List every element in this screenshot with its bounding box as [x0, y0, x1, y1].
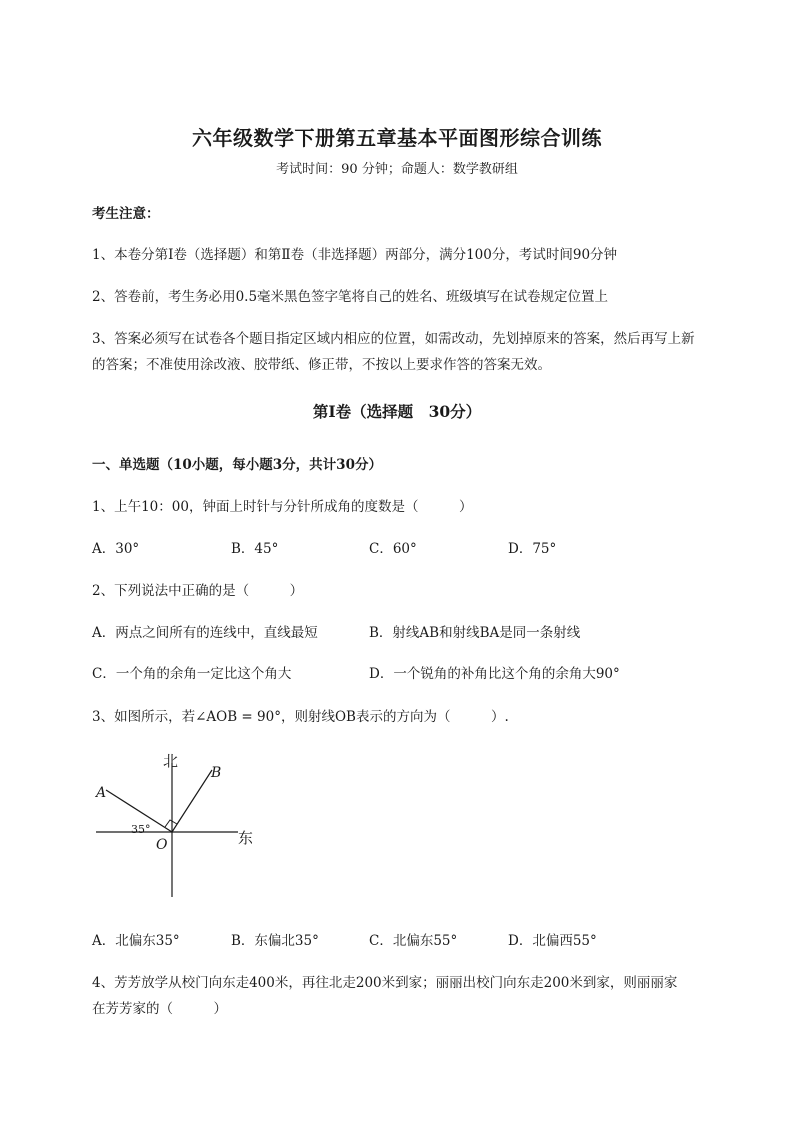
question-3-option-b: B．东偏北35°: [231, 933, 319, 949]
notice-item: 2、答卷前，考生务必用0.5毫米黑色签字笔将自己的姓名、班级填写在试卷规定位置上: [92, 289, 609, 305]
question-1-option-c: C．60°: [369, 541, 417, 557]
point-o-label: O: [156, 837, 168, 853]
north-label: 北: [163, 752, 179, 770]
question-2-option-a: A．两点之间所有的连线中，直线最短: [92, 625, 318, 641]
section-title: 第Ⅰ卷（选择题 30分）: [312, 402, 482, 421]
question-3-option-a: A．北偏东35°: [92, 933, 180, 949]
page-title: 六年级数学下册第五章基本平面图形综合训练: [192, 126, 602, 150]
question-2-option-b: B．射线AB和射线BA是同一条射线: [369, 625, 581, 641]
page-subtitle: 考试时间：90 分钟；命题人：数学教研组: [276, 162, 518, 177]
notice-item: 的答案；不准使用涂改液、胶带纸、修正带，不按以上要求作答的答案无效。: [92, 357, 551, 373]
question-1-option-d: D．75°: [508, 541, 557, 557]
east-label: 东: [238, 829, 254, 847]
point-b-label: B: [211, 765, 222, 781]
notice-item: 3、答案必须写在试卷各个题目指定区域内相应的位置，如需改动，先划掉原来的答案，然后再写上新: [92, 331, 695, 347]
question-4-stem: 在芳芳家的（ ）: [92, 1001, 227, 1017]
angle-label: 35°: [131, 823, 151, 836]
question-3-stem: 3、如图所示，若∠AOB = 90°，则射线OB表示的方向为（ ）.: [92, 709, 509, 725]
part-heading: 一、单选题（10小题，每小题3分，共计30分）: [92, 457, 382, 473]
question-1-option-a: A．30°: [92, 541, 140, 557]
question-3-option-c: C．北偏东55°: [369, 933, 458, 949]
question-2-stem: 2、下列说法中正确的是（ ）: [92, 583, 304, 599]
question-1-option-b: B．45°: [231, 541, 279, 557]
question-2-option-c: C．一个角的余角一定比这个角大: [92, 666, 292, 682]
question-1-stem: 1、上午10：00，钟面上时针与分针所成角的度数是（ ）: [92, 499, 473, 515]
direction-diagram: [88, 745, 268, 905]
notice-item: 1、本卷分第Ⅰ卷（选择题）和第Ⅱ卷（非选择题）两部分，满分100分，考试时间90分钟: [92, 247, 618, 263]
notice-heading: 考生注意：: [92, 206, 160, 222]
question-2-option-d: D．一个锐角的补角比这个角的余角大90°: [369, 666, 620, 682]
ray-ob: [172, 770, 212, 832]
question-3-option-d: D．北偏西55°: [508, 933, 597, 949]
question-4-stem: 4、芳芳放学从校门向东走400米，再往北走200米到家；丽丽出校门向东走200米到家，则丽丽家: [92, 975, 678, 991]
point-a-label: A: [96, 785, 107, 801]
